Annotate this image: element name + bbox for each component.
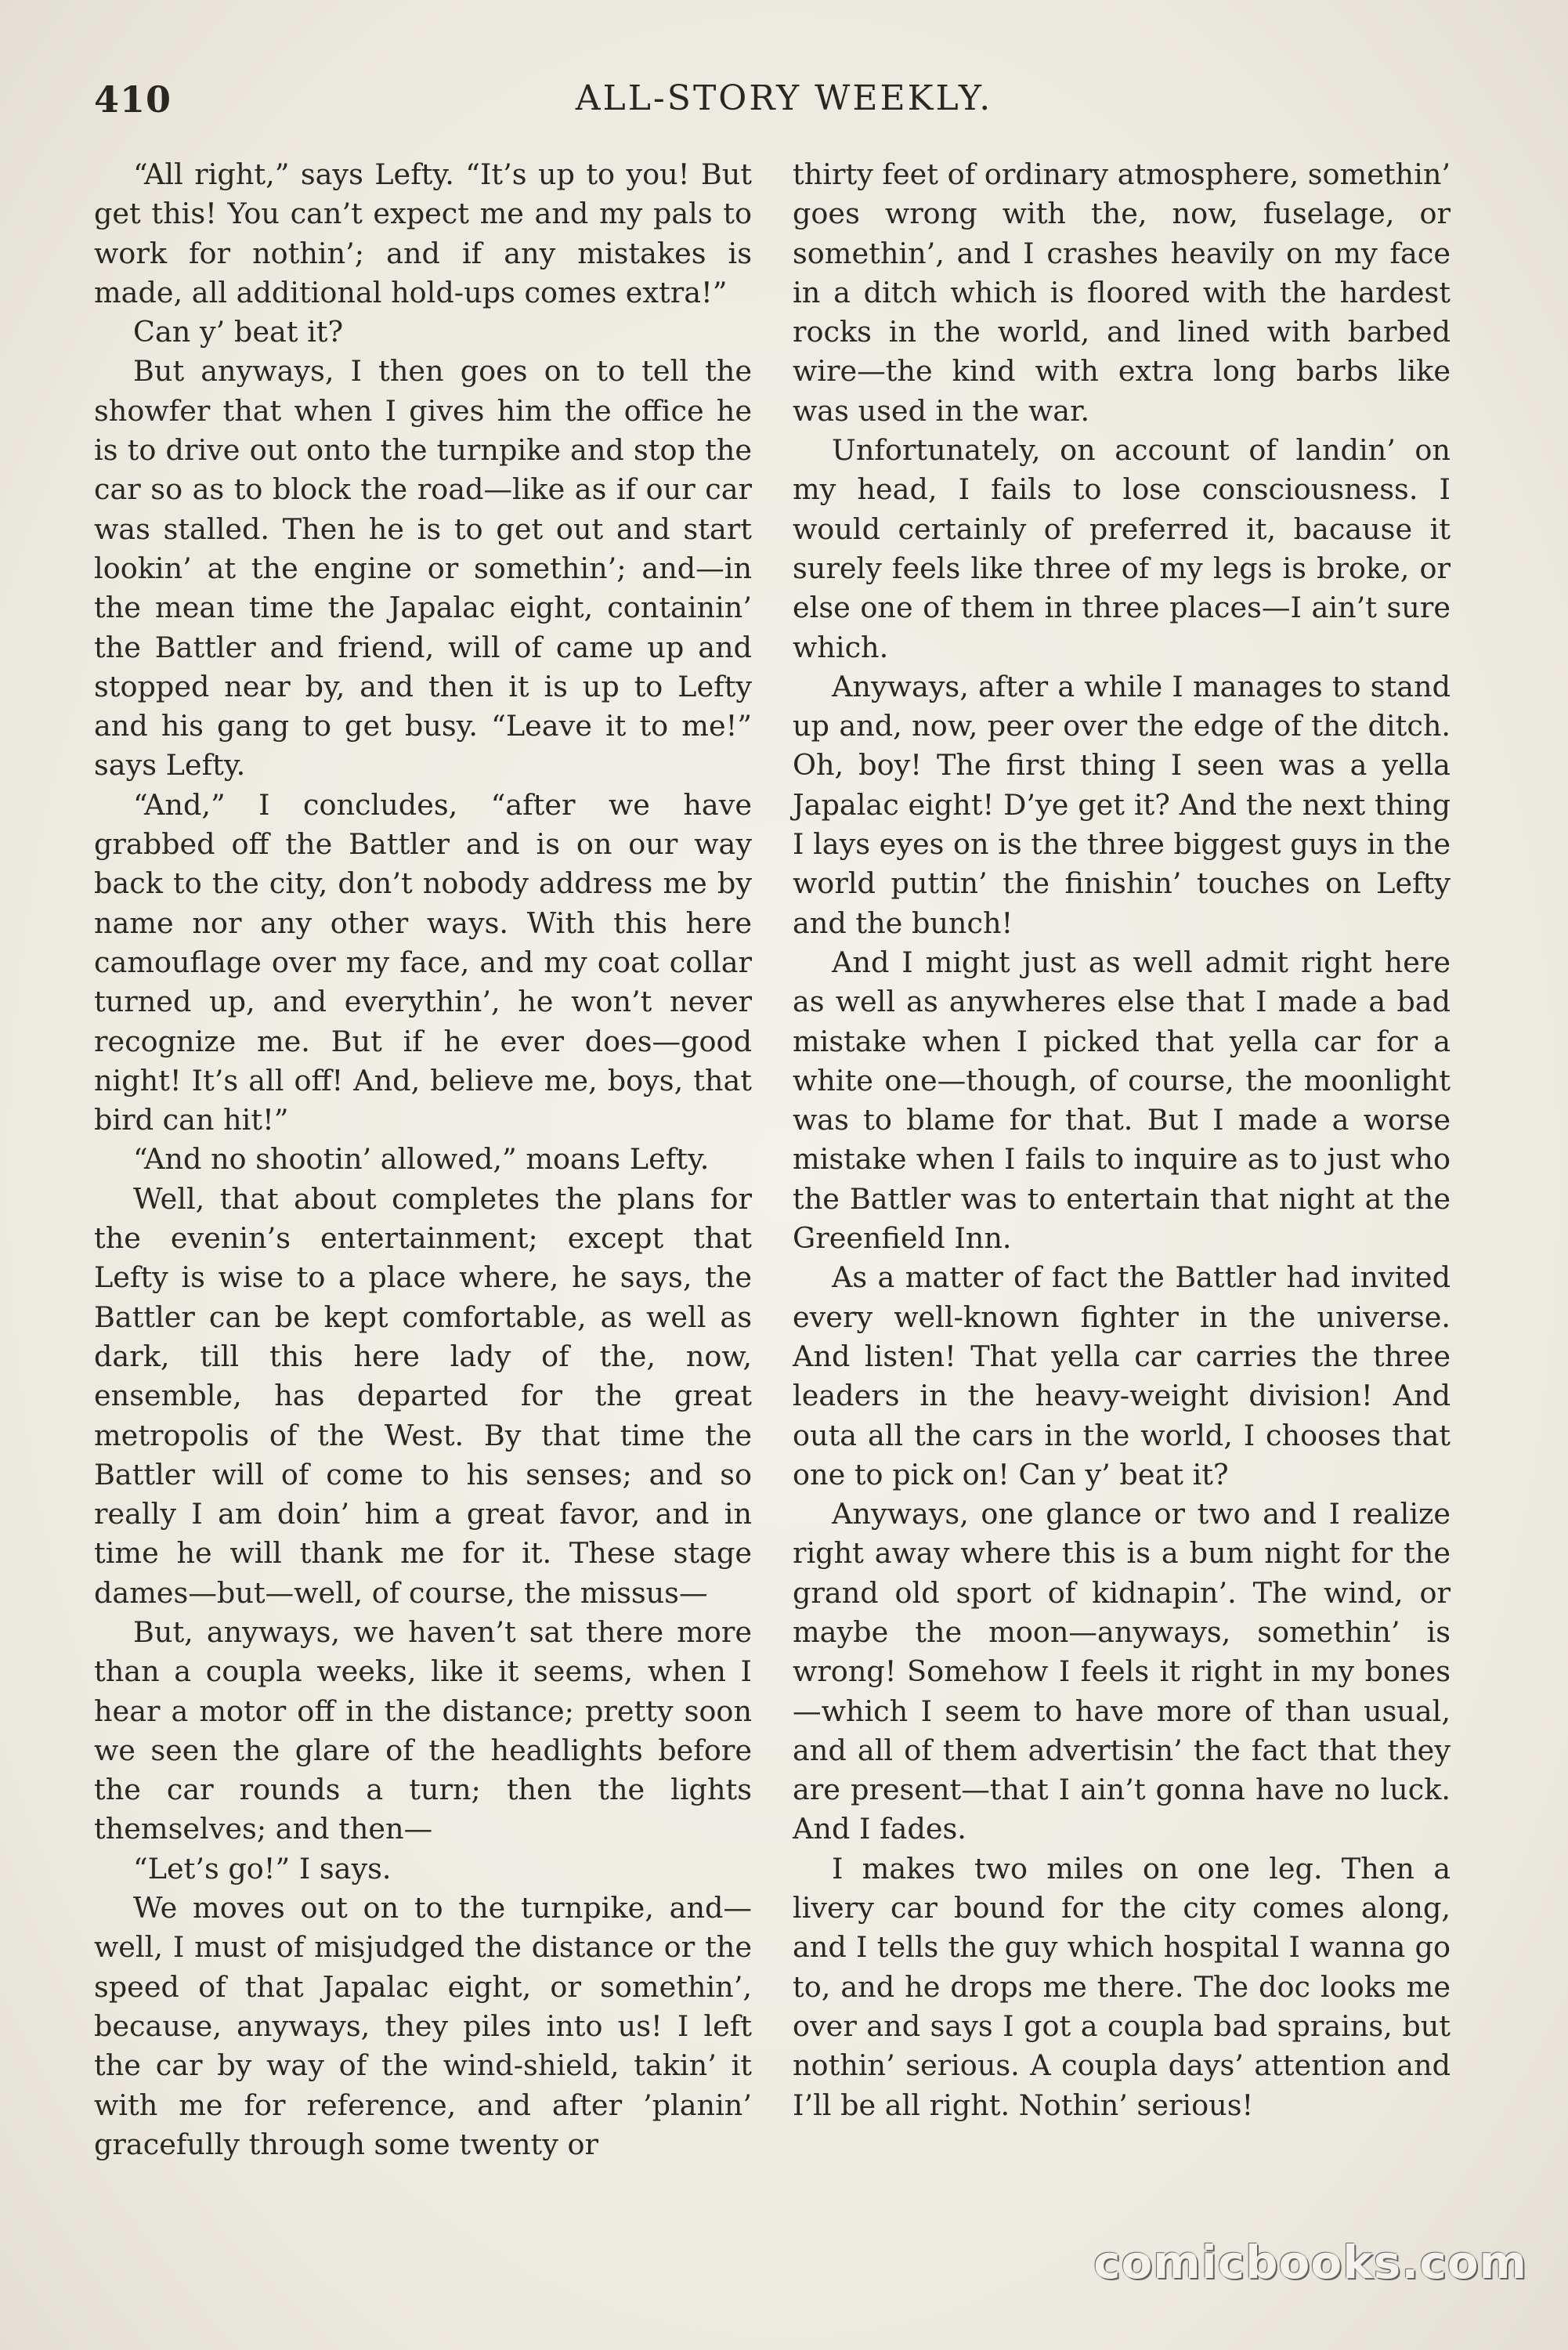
- paragraph: Unfortunately, on account of landin’ on my head, I fails to lose consciousness. I would certainly of preferred it, bacause it surely feels like three of my legs is broke, or else one of them in three places—I ain’t sure which.: [793, 433, 1451, 664]
- paragraph: Anyways, after a while I manages to stand up and, now, peer over the edge of the ditch. Oh, boy! The first thing I seen was a yella Japalac eight! D’ye get it? And the next thing I lays eyes on is the three biggest guys in the world puttin’ the finishin’ touches on Lefty and the bunch!: [793, 669, 1451, 940]
- paragraph: “And no shootin’ allowed,” moans Lefty.: [133, 1142, 710, 1177]
- right-column: [793, 155, 1451, 2125]
- paragraph: “And,” I concludes, “after we have grabbed off the Battler and is on our way back to the city, don’t nobody address me by name nor any other ways. With this here camouflage over my face, and my coat collar turned up, and everythin’, he won’t never recognize me. But if he ever does—good night! It’s all off! And, believe me, boys, that bird can hit!”: [94, 787, 752, 1137]
- paragraph: We moves out on to the turnpike, and—well, I must of misjudged the distance or the speed of that Japalac eight, or somethin’, because, anyways, they piles into us! I left the car by way of the wind-shield, takin’ it with me for reference, and after ’planin’ gracefully through some twenty or: [94, 1891, 752, 2161]
- page-number: 410: [94, 78, 172, 121]
- running-head: ALL-STORY WEEKLY.: [575, 78, 993, 118]
- paragraph: “Let’s go!” I says.: [133, 1851, 392, 1885]
- paragraph: But, anyways, we haven’t sat there more than a coupla weeks, like it seems, when I hear a motor off in the distance; pretty soon we seen the glare of the headlights before the car rounds a turn; then the lights themselves; and then—: [94, 1614, 752, 1846]
- paragraph: thirty feet of ordinary atmosphere, somethin’ goes wrong with the, now, fuselage, or somethin’, and I crashes heavily on my face in a ditch which is floored with the hardest rocks in the world, and lined with barbed wire—the kind with extra long barbs like was used in the war.: [793, 157, 1451, 428]
- paragraph: But anyways, I then goes on to tell the showfer that when I gives him the office he is to drive out onto the turnpike and stop the car so as to block the road—like as if our car was stalled. Then he is to get out and start lookin’ at the engine or somethin’; and—in the mean time the Japalac eight, containin’ the Battler and friend, will of came up and stopped near by, and then it is up to Lefty and his gang to get busy. “Leave it to me!” says Lefty.: [94, 354, 752, 783]
- paragraph: Well, that about completes the plans for the evenin’s entertainment; except that Lefty is wise to a place where, he says, the Battler can be kept comfortable, as well as dark, till this here lady of the, now, ensemble, has departed for the great metropolis of the West. By that time the Battler will of come to his senses; and so really I am doin’ him a great favor, and in time he will thank me for it. These stage dames—but—well, of course, the missus—: [94, 1181, 752, 1610]
- paragraph: I makes two miles on one leg. Then a livery car bound for the city comes along, and I tells the guy which hospital I wanna go to, and he drops me there. The doc looks me over and says I got a coupla bad sprains, but nothin’ serious. A coupla days’ attention and I’ll be all right. Nothin’ serious!: [793, 1851, 1451, 2122]
- paragraph: Anyways, one glance or two and I realize right away where this is a bum night for the grand old sport of kidnapin’. The wind, or maybe the moon—anyways, somethin’ is wrong! Somehow I feels it right in my bones—which I seem to have more of than usual, and all of them advertisin’ the fact that they are present—that I ain’t gonna have no luck. And I fades.: [793, 1497, 1451, 1846]
- paragraph: Can y’ beat it?: [133, 315, 344, 349]
- page-header: [94, 78, 1474, 141]
- paragraph: As a matter of fact the Battler had invited every well-known fighter in the universe. And listen! That yella car carries the three leaders in the heavy-weight division! And outa all the cars in the world, I chooses that one to pick on! Can y’ beat it?: [793, 1260, 1451, 1491]
- paragraph: “All right,” says Lefty. “It’s up to you! But get this! You can’t expect me and my pals to work for nothin’; and if any mistakes is made, all additional hold-ups comes extra!”: [94, 157, 752, 309]
- paragraph: And I might just as well admit right here as well as anywheres else that I made a bad mistake when I picked that yella car for a white one—though, of course, the moonlight was to blame for that. But I made a worse mistake when I fails to inquire as to just who the Battler was to entertain that night at the Greenfield Inn.: [793, 945, 1451, 1256]
- watermark-logo: comicbooks.com: [1093, 2236, 1527, 2289]
- left-column: [94, 155, 752, 2164]
